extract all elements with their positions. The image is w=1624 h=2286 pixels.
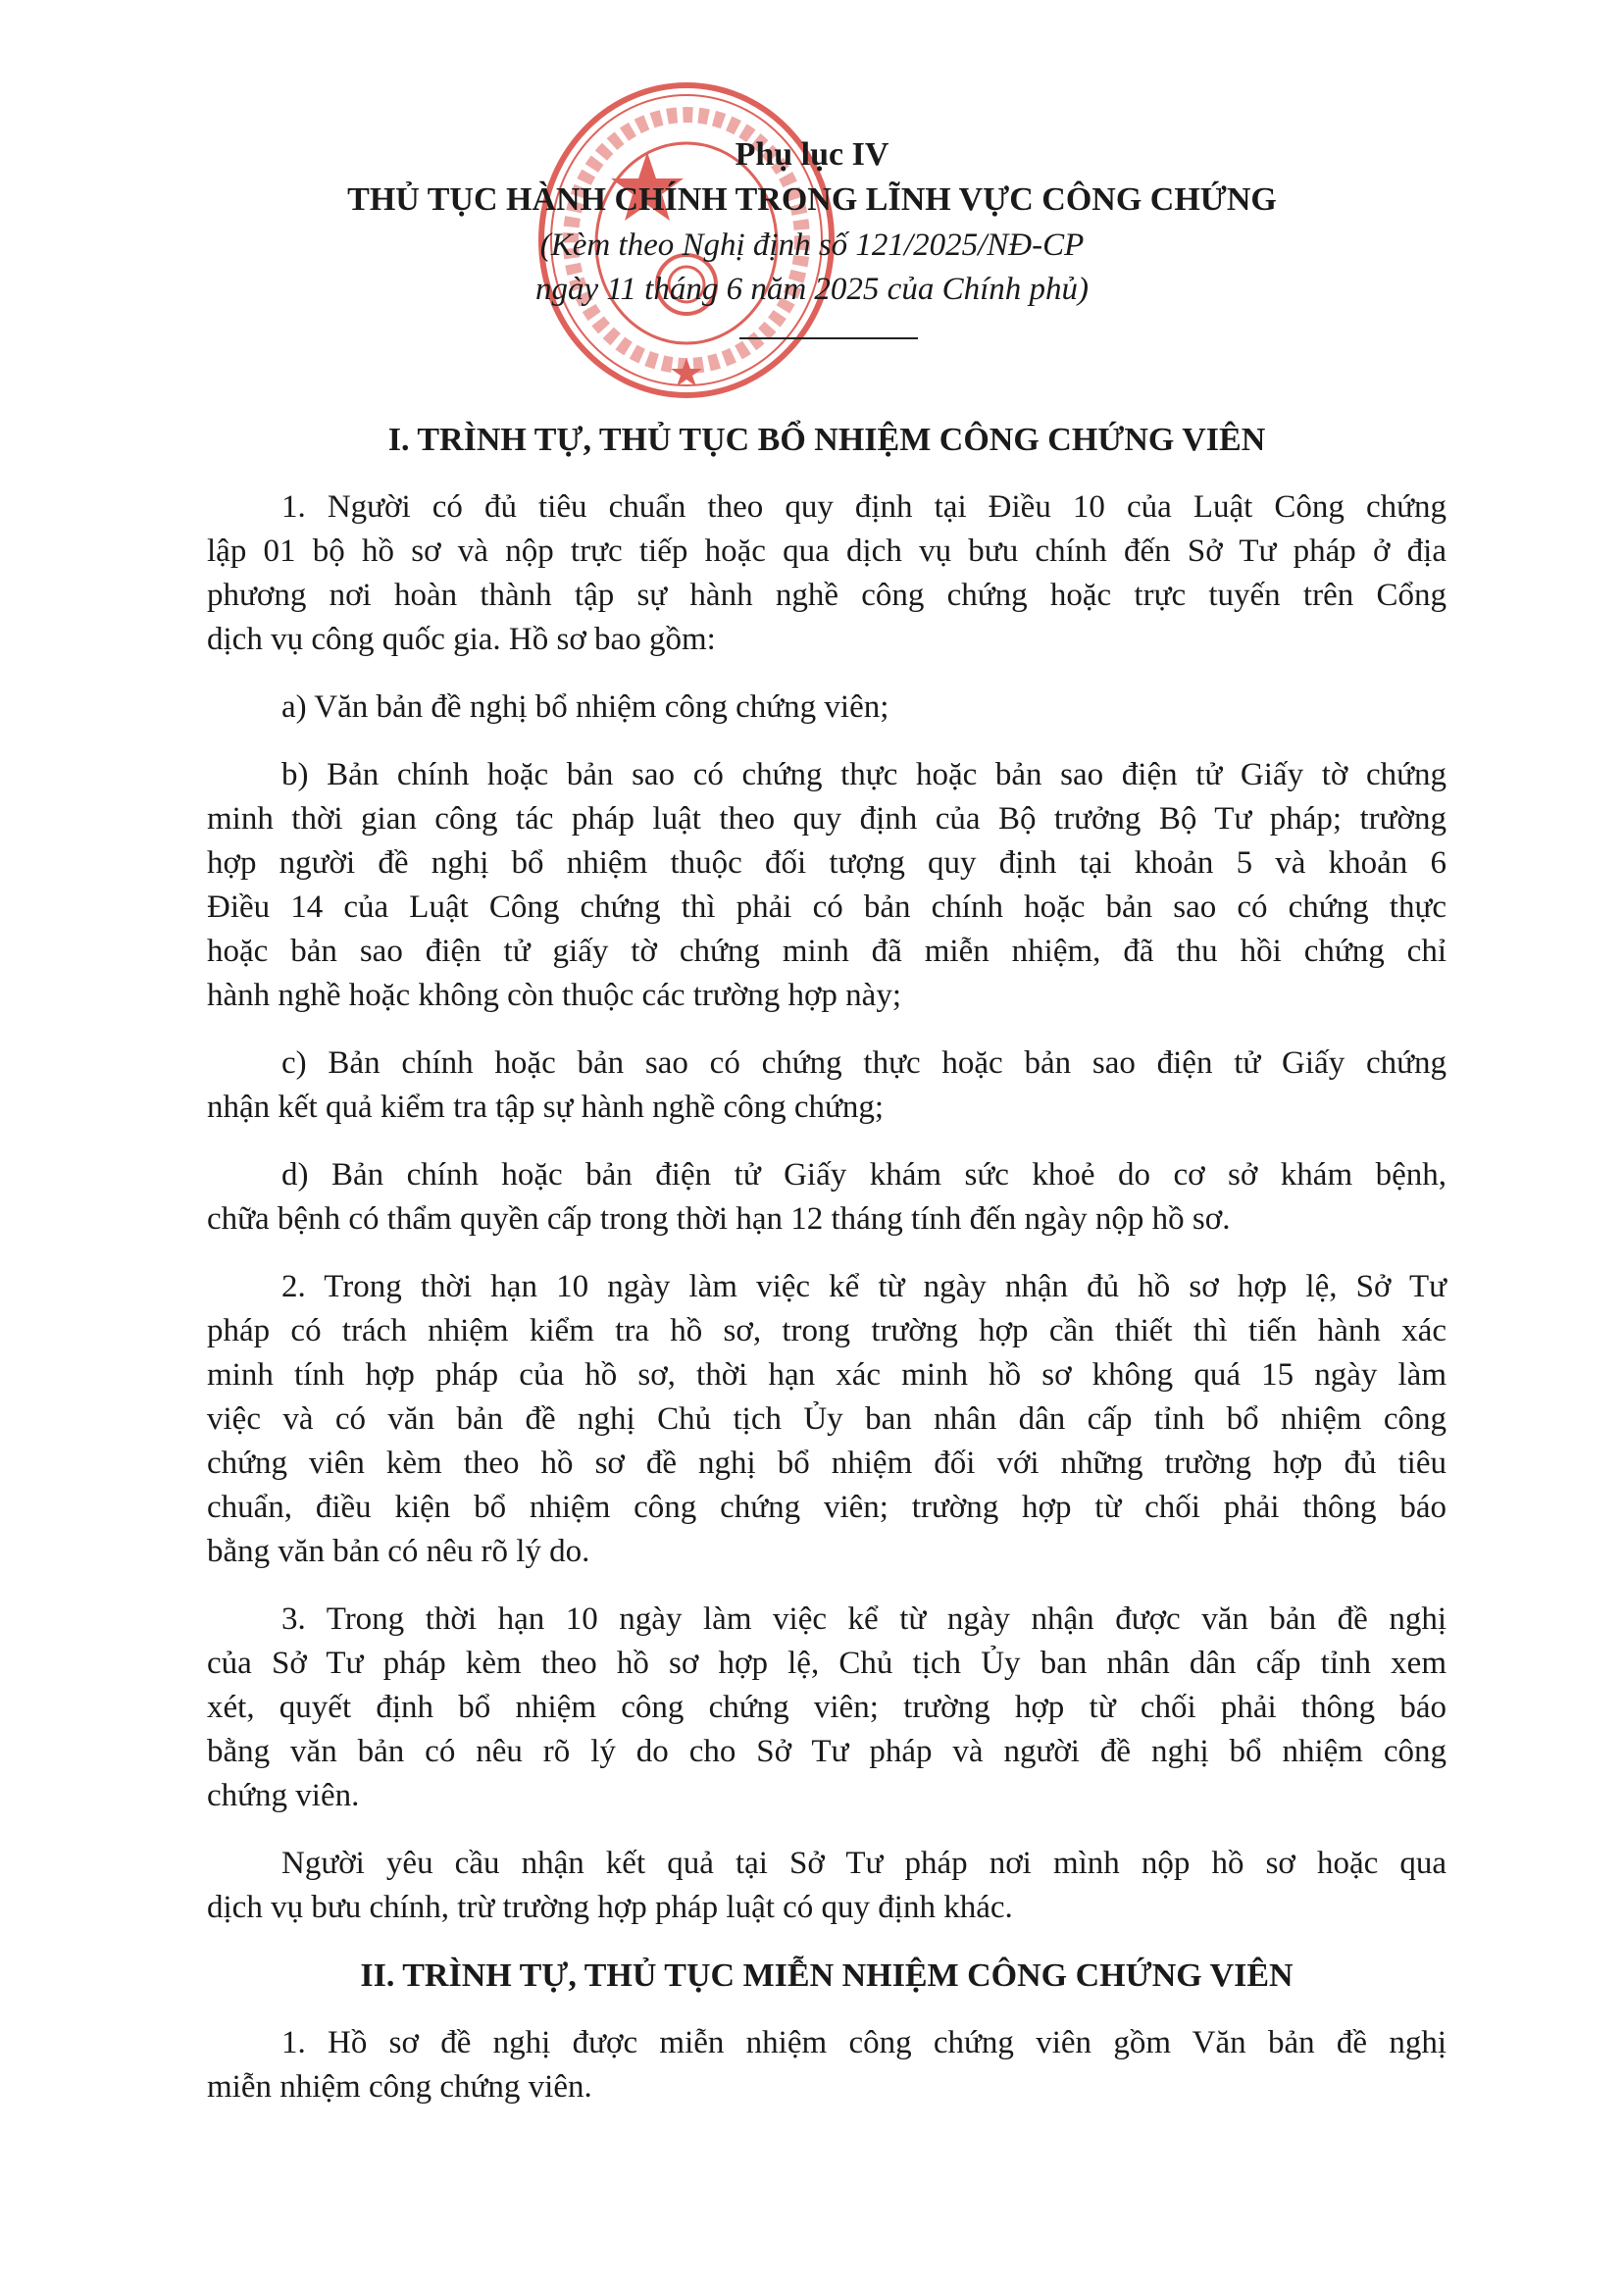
text-line: 1. Hồ sơ đề nghị được miễn nhiệm công chứng viên gồm Văn bản đề nghị bbox=[281, 2025, 1446, 2060]
appendix-label: Phụ lục IV bbox=[735, 136, 889, 173]
text-line: bằng văn bản có nêu rõ lý do. bbox=[207, 1534, 590, 1569]
title-divider bbox=[739, 337, 918, 339]
paragraph bbox=[207, 2021, 1446, 2109]
text-line: việc và có văn bản đề nghị Chủ tịch Ủy ban nhân dân cấp tỉnh bổ nhiệm công bbox=[207, 1401, 1446, 1437]
section-1-body bbox=[207, 485, 1446, 1930]
section-2-body bbox=[207, 2021, 1446, 2109]
text-line: pháp có trách nhiệm kiểm tra hồ sơ, trong trường hợp cần thiết thì tiến hành xác bbox=[207, 1313, 1446, 1348]
paragraph bbox=[207, 1598, 1446, 1818]
text-line: miễn nhiệm công chứng viên. bbox=[207, 2069, 592, 2105]
text-line: Điều 14 của Luật Công chứng thì phải có bản chính hoặc bản sao có chứng thực bbox=[207, 889, 1446, 925]
text-line: Người yêu cầu nhận kết quả tại Sở Tư pháp nơi mình nộp hồ sơ hoặc qua bbox=[281, 1846, 1446, 1881]
text-line: xét, quyết định bổ nhiệm công chứng viên; trường hợp từ chối phải thông báo bbox=[207, 1690, 1446, 1725]
paragraph bbox=[207, 485, 1446, 662]
text-line: phương nơi hoàn thành tập sự hành nghề công chứng hoặc trực tuyến trên Cổng bbox=[207, 578, 1446, 613]
paragraph bbox=[207, 1842, 1446, 1930]
text-line: lập 01 bộ hồ sơ và nộp trực tiếp hoặc qua dịch vụ bưu chính đến Sở Tư pháp ở địa bbox=[207, 533, 1446, 569]
text-line: 2. Trong thời hạn 10 ngày làm việc kể từ ngày nhận đủ hồ sơ hợp lệ, Sở Tư bbox=[281, 1269, 1446, 1304]
paragraph bbox=[207, 1265, 1446, 1574]
text-line: hoặc bản sao điện tử giấy tờ chứng minh đã miễn nhiệm, đã thu hồi chứng chỉ bbox=[207, 934, 1446, 969]
section-2-heading: II. TRÌNH TỰ, THỦ TỤC MIỄN NHIỆM CÔNG CHỨNG VIÊN bbox=[360, 1957, 1294, 1994]
text-line: minh tính hợp pháp của hồ sơ, thời hạn xác minh hồ sơ không quá 15 ngày làm bbox=[207, 1357, 1446, 1393]
text-line: dịch vụ bưu chính, trừ trường hợp pháp luật có quy định khác. bbox=[207, 1890, 1013, 1925]
text-line: nhận kết quả kiểm tra tập sự hành nghề công chứng; bbox=[207, 1090, 885, 1125]
text-line: chữa bệnh có thẩm quyền cấp trong thời hạn 12 tháng tính đến ngày nộp hồ sơ. bbox=[207, 1201, 1231, 1237]
text-line: c) Bản chính hoặc bản sao có chứng thực hoặc bản sao điện tử Giấy chứng bbox=[281, 1045, 1446, 1081]
text-line: chứng viên kèm theo hồ sơ đề nghị bổ nhiệm đối với những trường hợp đủ tiêu bbox=[207, 1446, 1446, 1481]
paragraph bbox=[207, 686, 1446, 730]
paragraph bbox=[207, 753, 1446, 1018]
paragraph bbox=[207, 1153, 1446, 1242]
text-line: hành nghề hoặc không còn thuộc các trường hợp này; bbox=[207, 978, 902, 1013]
document-body bbox=[207, 418, 1446, 2133]
subtitle-decree: (Kèm theo Nghị định số 121/2025/NĐ-CP bbox=[539, 228, 1085, 263]
text-line: 1. Người có đủ tiêu chuẩn theo quy định tại Điều 10 của Luật Công chứng bbox=[281, 489, 1446, 525]
text-line: d) Bản chính hoặc bản điện tử Giấy khám sức khoẻ do cơ sở khám bệnh, bbox=[281, 1157, 1446, 1193]
text-line: b) Bản chính hoặc bản sao có chứng thực hoặc bản sao điện tử Giấy tờ chứng bbox=[281, 757, 1446, 792]
paragraph bbox=[207, 1041, 1446, 1130]
text-line: của Sở Tư pháp kèm theo hồ sơ hợp lệ, Chủ tịch Ủy ban nhân dân cấp tỉnh xem bbox=[207, 1646, 1446, 1681]
text-line: 3. Trong thời hạn 10 ngày làm việc kể từ ngày nhận được văn bản đề nghị bbox=[281, 1601, 1446, 1637]
subtitle-date: ngày 11 tháng 6 năm 2025 của Chính phủ) bbox=[534, 272, 1089, 307]
text-line: hợp người đề nghị bổ nhiệm thuộc đối tượng quy định tại khoản 5 và khoản 6 bbox=[207, 845, 1446, 881]
document-title: THỦ TỤC HÀNH CHÍNH TRONG LĨNH VỰC CÔNG CHỨNG bbox=[347, 181, 1277, 218]
text-line: a) Văn bản đề nghị bổ nhiệm công chứng viên; bbox=[281, 689, 889, 725]
text-line: dịch vụ công quốc gia. Hồ sơ bao gồm: bbox=[207, 622, 716, 657]
text-line: bằng văn bản có nêu rõ lý do cho Sở Tư pháp và người đề nghị bổ nhiệm công bbox=[207, 1734, 1446, 1769]
text-line: chuẩn, điều kiện bổ nhiệm công chứng viên; trường hợp từ chối phải thông báo bbox=[207, 1490, 1446, 1525]
section-1-heading: I. TRÌNH TỰ, THỦ TỤC BỔ NHIỆM CÔNG CHỨNG VIÊN bbox=[387, 422, 1266, 458]
text-line: chứng viên. bbox=[207, 1778, 360, 1813]
text-line: minh thời gian công tác pháp luật theo quy định của Bộ trưởng Bộ Tư pháp; trường bbox=[207, 801, 1446, 837]
